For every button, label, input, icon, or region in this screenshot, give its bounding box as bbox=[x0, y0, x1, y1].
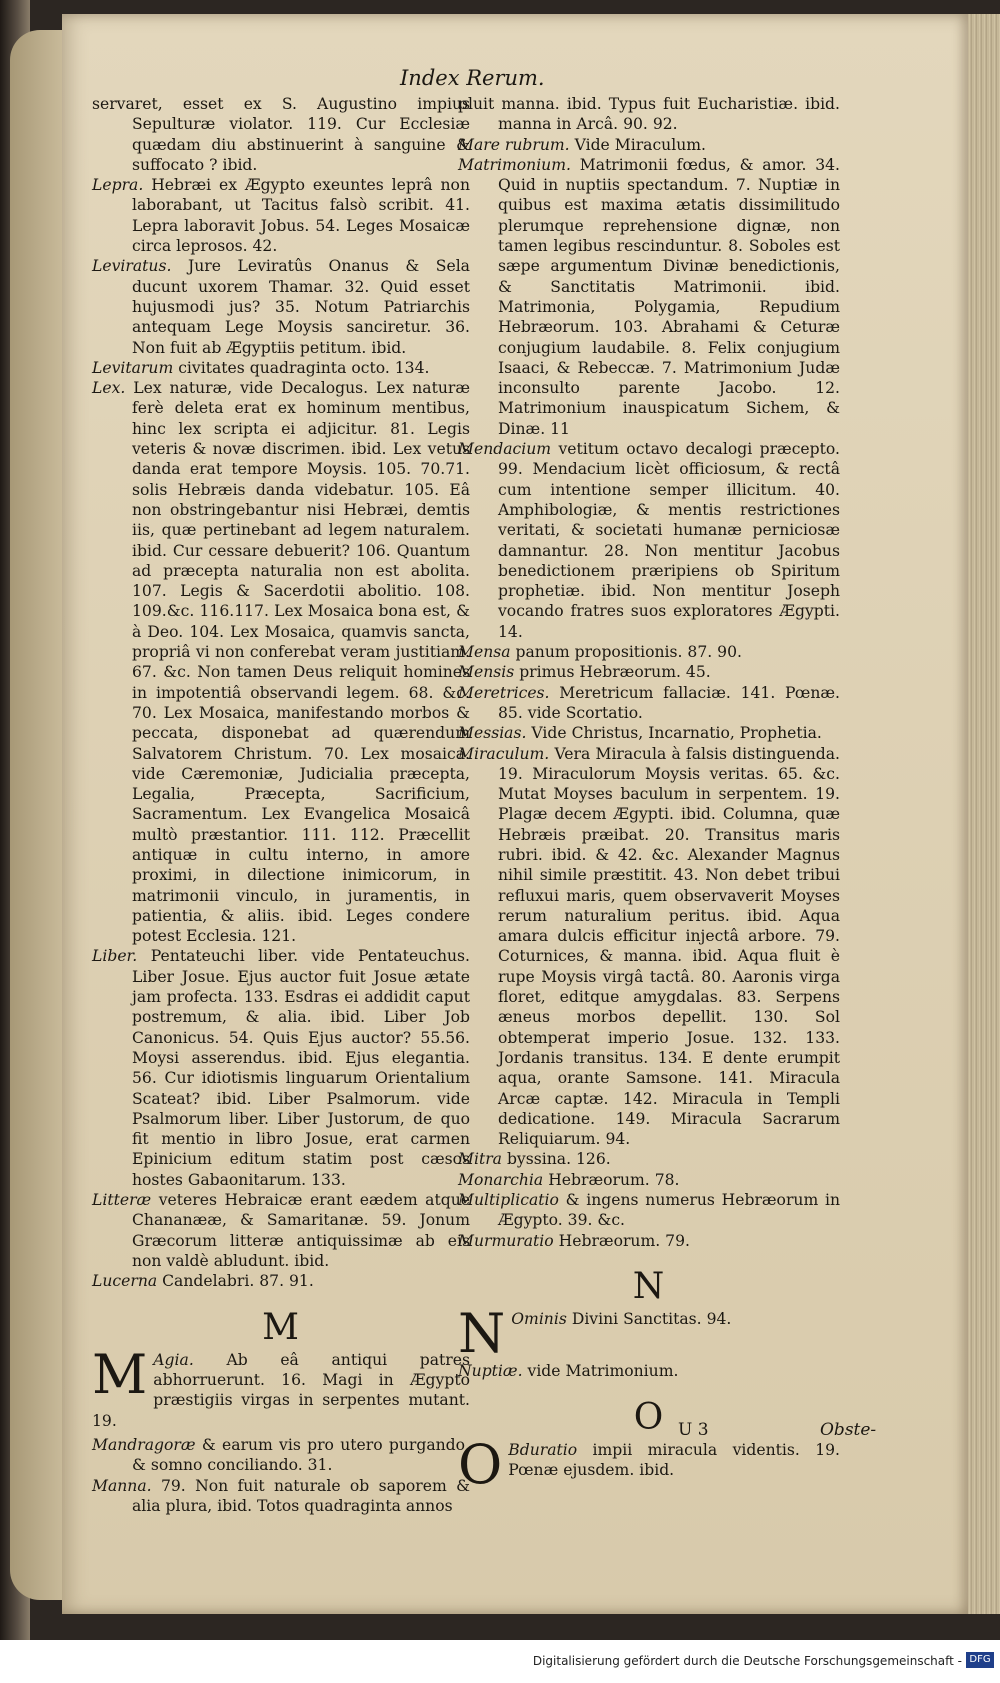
entry-text: primus Hebræorum. 45. bbox=[519, 663, 711, 682]
entry-headword: Lepra. bbox=[92, 176, 144, 195]
index-entry bbox=[458, 744, 840, 1150]
entry-headword: Manna. bbox=[92, 1476, 152, 1495]
drop-cap-entry bbox=[92, 1350, 470, 1431]
entry-text: panum propositionis. 87. 90. bbox=[515, 643, 742, 662]
entry-text: pluit manna. ibid. Typus fuit Eucharistiæ. ibid. manna in Arcâ. 90. 92. bbox=[458, 95, 840, 134]
entry-text: veteres Hebraicæ erant eædem atque Chananææ, & Samaritanæ. 59. Jonum Græcorum litteræ antiquissimæ ab eis non valdè abludunt. ibid. bbox=[132, 1191, 470, 1270]
signature-mark: U 3 bbox=[678, 1420, 709, 1440]
entry-headword: Mensis bbox=[458, 663, 515, 682]
index-entry bbox=[458, 439, 840, 642]
entry-text: civitates quadraginta octo. 134. bbox=[178, 358, 430, 377]
entry-headword: Murmuratio bbox=[458, 1231, 554, 1250]
index-entry bbox=[458, 1190, 840, 1231]
entry-text: & ingens numerus Hebræorum in Ægypto. 39. &c. bbox=[498, 1191, 840, 1230]
index-entry bbox=[458, 1231, 840, 1251]
entry-headword: Leviratus. bbox=[92, 257, 172, 276]
entry-headword: Mandragoræ bbox=[92, 1436, 196, 1454]
entry-headword: Lucerna bbox=[92, 1272, 158, 1291]
index-entry bbox=[458, 642, 840, 662]
index-entry bbox=[92, 1190, 470, 1271]
dfg-logo: DFG bbox=[966, 1652, 994, 1668]
entry-text: servaret, esset ex S. Augustino impius Sepulturæ violator. 119. Cur Ecclesiæ quædam diu abstinuerint à sanguine & suffocato ? ibid. bbox=[92, 95, 470, 174]
entry-text: vide Matrimonium. bbox=[527, 1362, 679, 1381]
entry-headword: Lex. bbox=[92, 379, 126, 398]
entry-text: Divini Sanctitas. 94. bbox=[571, 1310, 732, 1329]
catchword: Obste- bbox=[820, 1420, 877, 1440]
right-column bbox=[458, 94, 840, 1492]
entry-text: Vide Miraculum. bbox=[574, 135, 706, 154]
entry-text: Meretricum fallaciæ. 141. Pœnæ. 85. vide Scortatio. bbox=[498, 683, 840, 722]
entry-text: Candelabri. 87. 91. bbox=[162, 1272, 314, 1291]
index-entry bbox=[458, 135, 840, 155]
entry-text: Matrimonii fœdus, & amor. 34. Quid in nuptiis spectandum. 7. Nuptiæ in quibus est maxima ætatis dissimilitudo plerumque reprehensione dignæ, non tamen legibus rescinduntur. 8. Soboles est sæpe argumentum Divinæ benedictionis, & Sanctitatis Matrimonii. ibid. Matrimonia, Polygamia, Repudium Hebræorum. 103. Abrahami & Ceturæ conjugium laudabile. 8. Felix conjugium Isaaci, & Rebeccæ. 7. Matrimonium Judæ inconsulto parente Jacobo. 12. Matrimonium inauspicatum Sichem, & Dinæ. 11 bbox=[498, 155, 841, 438]
running-header: Index Rerum. bbox=[400, 66, 545, 90]
previous-page-edge bbox=[10, 30, 70, 1600]
index-entry bbox=[92, 94, 470, 175]
entry-headword: Meretrices. bbox=[458, 683, 550, 702]
credit-bar bbox=[0, 1640, 1000, 1683]
entry-text: & earum vis pro utero purgando, & somno conciliando. 31. bbox=[132, 1436, 470, 1475]
page-edges bbox=[968, 14, 1000, 1614]
left-column bbox=[92, 94, 470, 1516]
index-entry bbox=[92, 1271, 470, 1291]
entry-headword: Bduratio bbox=[508, 1440, 578, 1459]
entry-headword: Matrimonium. bbox=[458, 155, 571, 174]
drop-cap: O bbox=[458, 1439, 503, 1488]
entry-headword: Nuptiæ. bbox=[458, 1362, 523, 1381]
section-letter: O bbox=[633, 1396, 665, 1438]
index-entry bbox=[92, 1476, 470, 1517]
index-entry bbox=[458, 94, 840, 135]
entry-headword: Mare rubrum. bbox=[458, 135, 570, 154]
entry-text: Hebræorum. 78. bbox=[548, 1170, 680, 1189]
index-entry bbox=[458, 1170, 840, 1190]
index-entry bbox=[92, 946, 470, 1190]
entry-text: Ab eâ antiqui patres abhorruerunt. 16. Magi in Ægypto præstigiis virgas in serpentes mutant. 19. bbox=[92, 1350, 470, 1430]
entry-text: Pentateuchi liber. vide Pentateuchus. Liber Josue. Ejus auctor fuit Josue ætate jam profecta. 133. Esdras ei addidit caput postremum, & alia. ibid. Liber Job Canonicus. 54. Quis Ejus auctor? 55.56. Moysi asserendus. ibid. Ejus elegantia. 56. Cur idiotismis linguarum Orientalium Scateat? ibid. Liber Psalmorum. vide Psalmorum liber. Liber Justorum, de quo fit mentio in libro Josue, erat carmen Epinicium editum statim post cæsos hostes Gabaonitarum. 133. bbox=[132, 947, 470, 1189]
index-entry bbox=[458, 155, 840, 439]
entry-text: 79. Non fuit naturale ob saporem & alia plura, ibid. Totos quadraginta annos bbox=[132, 1476, 470, 1515]
entry-headword: Mitra bbox=[458, 1150, 502, 1169]
entry-headword: Agia. bbox=[153, 1350, 194, 1369]
index-entry bbox=[92, 175, 470, 256]
credit-text: Digitalisierung gefördert durch die Deutsche Forschungsgemeinschaft - bbox=[532, 1654, 962, 1668]
drop-cap-entry bbox=[458, 1440, 840, 1488]
entry-text: impii miracula videntis. 19. Pœnæ ejusdem. ibid. bbox=[508, 1440, 840, 1480]
drop-cap: N bbox=[458, 1309, 506, 1358]
index-entry bbox=[458, 1149, 840, 1169]
entry-headword: Multiplicatio bbox=[458, 1191, 559, 1210]
entry-headword: Messias. bbox=[458, 724, 527, 743]
section-letter: M bbox=[262, 1306, 300, 1348]
entry-headword: Mendacium bbox=[458, 440, 552, 459]
entry-text: Lex naturæ, vide Decalogus. Lex naturæ ferè deleta erat ex hominum mentibus, hinc lex scripta ei adjicitur. 81. Legis veteris & novæ discrimen. ibid. Lex vetus danda erat tempore Moysis. 105. 70.71. solis Hebræis danda videbatur. 105. Eâ non obstringebantur nisi Hebræi, demtis iis, quæ pertinebant ad legem naturalem. ibid. Cur cessare debuerit? 106. Quantum ad præcepta naturalia non est abolita. 107. Legis & Sacerdotii abolitio. 108. 109.&c. 116.117. Lex Mosaica bona est, & à Deo. 104. Lex Mosaica, quamvis sancta, propriâ vi non conferebat veram justitiam. 67. &c. Non tamen Deus reliquit homines in impotentiâ observandi legem. 68. &c. 70. Lex Mosaica, manifestando morbos & peccata, disponebat ad quærendum Salvatorem Christum. 70. Lex mosaica. vide Cæremoniæ, Judicialia præcepta, Legalia, Præcepta, Sacrificium, Sacramentum. Lex Evangelica Mosaicâ multò præstantior. 111. 112. Præcellit antiquæ in cultu interno, in amore proximi, in dilectione inimicorum, in matrimonii vinculo, in juramentis, in patientia, & aliis. ibid. Leges condere potest Ecclesia. 121. bbox=[132, 379, 470, 946]
entry-headword: Ominis bbox=[511, 1310, 567, 1329]
index-entry bbox=[92, 1435, 470, 1476]
entry-text: Vera Miracula à falsis distinguenda. 19. Miraculorum Moysis veritas. 65. &c. Mutat Moyses baculum in serpentem. 19. Plagæ decem Ægypti. ibid. Columna, quæ Hebræis præibat. 20. Transitus maris rubri. ibid. & 42. &c. Alexander Magnus nihil simile præstitit. 43. Non debet tribui refluxui maris, quem observaverit Moyses rerum naturalium peritus. ibid. Aqua amara dulcis efficitur injectâ arbore. 79. Coturnices, & manna. ibid. Aqua fluit è rupe Moysis virgâ tactâ. 80. Aaronis virga floret, editque amygdalas. 83. Serpens æneus morbos depellit. 130. Sol obtemperat imperio Josue. 132. 133. Jordanis transitus. 134. E dente erumpit aqua, orante Samsone. 141. Miracula Arcæ captæ. 142. Miracula in Templi dedicatione. 149. Miracula Sacrarum Reliquiarum. 94. bbox=[498, 744, 840, 1149]
index-entry bbox=[92, 358, 470, 378]
entry-headword: Litteræ bbox=[92, 1191, 152, 1210]
index-entry bbox=[458, 683, 840, 724]
index-entry bbox=[458, 1361, 840, 1381]
index-entry bbox=[458, 662, 840, 682]
entry-headword: Miraculum. bbox=[458, 744, 550, 763]
section-letter: N bbox=[632, 1265, 666, 1307]
entry-headword: Monarchia bbox=[458, 1170, 544, 1189]
entry-headword: Mensa bbox=[458, 643, 511, 662]
entry-text: byssina. 126. bbox=[506, 1150, 611, 1169]
index-entry bbox=[92, 256, 470, 357]
entry-text: Jure Leviratûs Onanus & Sela ducunt uxorem Thamar. 32. Quid esset hujusmodi jus? 35. Notum Patriarchis antequam Lege Moysis sanciretur. 36. Non fuit ab Ægyptiis petitum. ibid. bbox=[132, 257, 470, 357]
index-entry bbox=[92, 378, 470, 946]
entry-text: Vide Christus, Incarnatio, Prophetia. bbox=[531, 724, 822, 743]
drop-cap: M bbox=[92, 1349, 148, 1406]
entry-text: Hebræi ex Ægypto exeuntes leprâ non laborabant, ut Tacitus falsò scribit. 41. Lepra laboravit Jobus. 54. Leges Mosaicæ circa leprosos. 42. bbox=[132, 176, 470, 256]
drop-cap-entry bbox=[458, 1309, 840, 1357]
entry-text: vetitum octavo decalogi præcepto. 99. Mendacium licèt officiosum, & rectâ cum intentione semper illicitum. 40. Amphibologiæ, & mentis restrictiones veritati, & societati humanæ perniciosæ damnantur. 28. Non mentitur Jacobus benedictionem præripiens ob Spiritum prophetiæ. ibid. Non mentitur Joseph vocando fratres suos exploratores Ægypti. 14. bbox=[498, 440, 840, 641]
index-entry bbox=[458, 723, 840, 743]
entry-text: Hebræorum. 79. bbox=[558, 1231, 690, 1250]
entry-headword: Liber. bbox=[92, 947, 138, 966]
entry-headword: Levitarum bbox=[92, 358, 174, 377]
